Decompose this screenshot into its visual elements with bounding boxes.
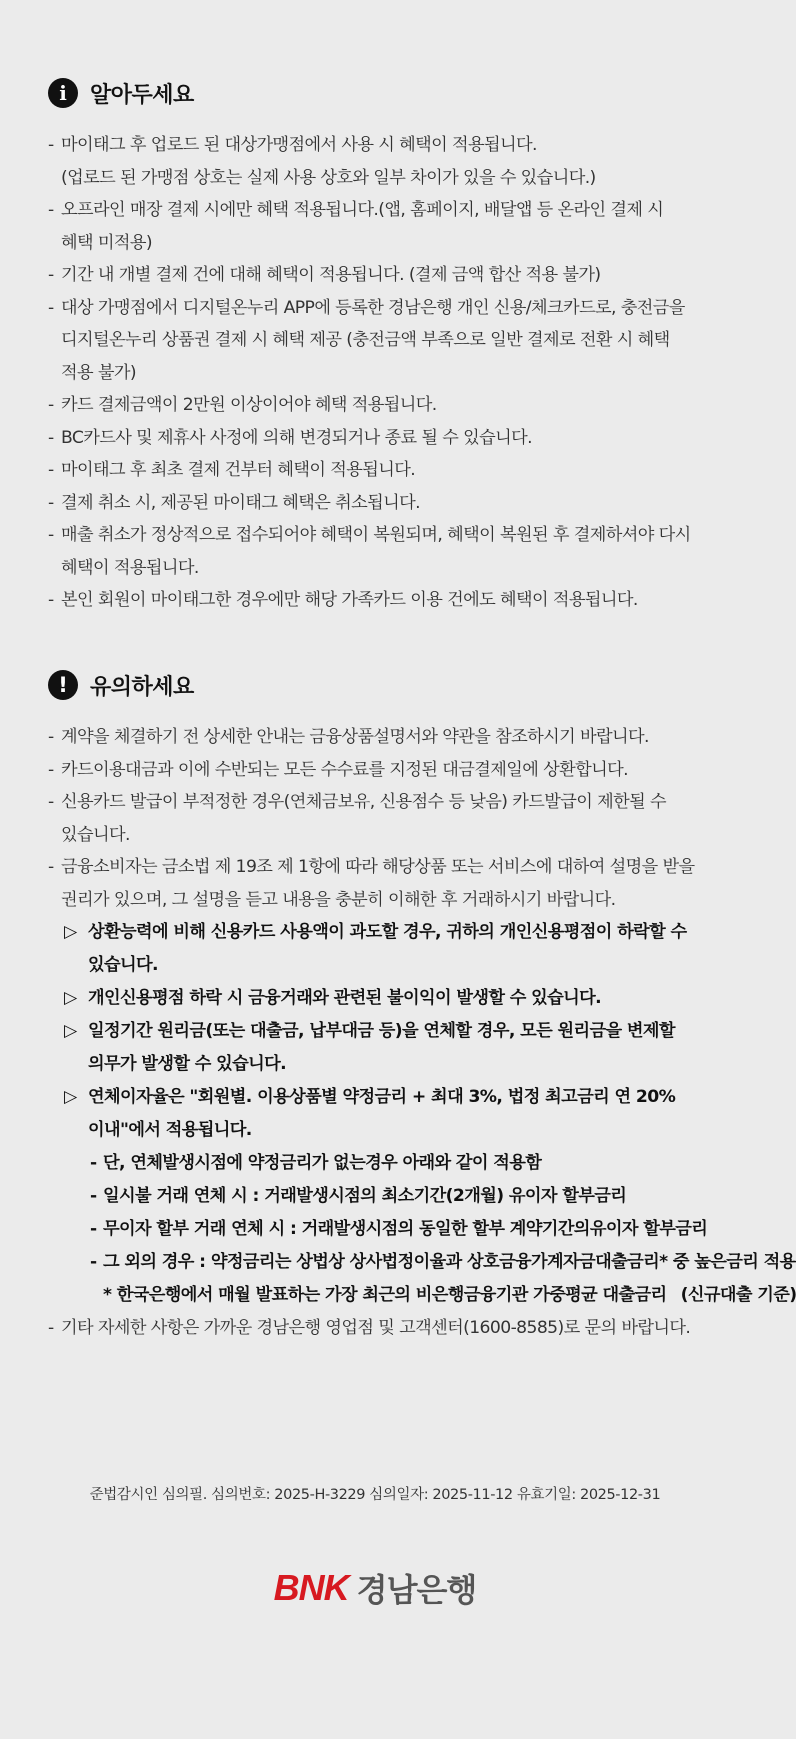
triangle-item: ▷ 연체이자율은 "회원별. 이용상품별 약정금리 + 최대 3%, 법정 최고금리 연 20% 이내"에서 적용됩니다. bbox=[48, 1081, 710, 1147]
notice-list bbox=[48, 129, 710, 617]
list-item: - 기간 내 개별 결제 건에 대해 혜택이 적용됩니다. (결제 금액 합산 적용 불가) bbox=[48, 265, 601, 285]
list-item: - 카드 결제금액이 2만원 이상이어야 혜택 적용됩니다. bbox=[48, 395, 437, 415]
list-item: - 오프라인 매장 결제 시에만 혜택 적용됩니다.(앱, 홈페이지, 배달앱 등 온라인 결제 시 혜택 미적용) bbox=[48, 200, 664, 253]
list-item: - 기타 자세한 사항은 가까운 경남은행 영업점 및 고객센터(1600-8585)로 문의 바랍니다. bbox=[48, 1318, 691, 1338]
list-item: - 매출 취소가 정상적으로 접수되어야 혜택이 복원되며, 혜택이 복원된 후 결제하셔야 다시 혜택이 적용됩니다. bbox=[48, 525, 691, 578]
triangle-icon: ▷ bbox=[64, 988, 77, 1008]
list-item: - 결제 취소 시, 제공된 마이태그 혜택은 취소됩니다. bbox=[48, 492, 420, 513]
footnote: * 한국은행에서 매월 발표하는 가장 최근의 비은행금융기관 가중평균 대출금리 (신규대출 기준) bbox=[103, 1285, 796, 1305]
list-item: - 본인 회원이 마이태그한 경우에만 해당 가족카드 이용 건에도 혜택이 적용됩니다. bbox=[48, 590, 638, 610]
list-item: - 금융소비자는 금소법 제 19조 제 1항에 따라 해당상품 또는 서비스에 대하여 설명을 받을 권리가 있으며, 그 설명을 듣고 내용을 충분히 이해한 후 거래하시기 바랍니다. bbox=[48, 857, 695, 910]
caution-section bbox=[48, 667, 796, 1345]
bank-logo bbox=[0, 1565, 750, 1611]
notice-section bbox=[48, 75, 710, 617]
list-item: - 신용카드 발급이 부적정한 경우(연체금보유, 신용점수 등 낮음) 카드발급이 제한될 수 있습니다. bbox=[48, 792, 666, 845]
caution-title: 유의하세요 bbox=[90, 674, 194, 700]
review-notice: 준법감시인 심의필. 심의번호: 2025-H-3229 심의일자: 2025-11-12 유효기일: 2025-12-31 bbox=[89, 1487, 661, 1503]
list-item: - 마이태그 후 최초 결제 건부터 혜택이 적용됩니다. bbox=[48, 460, 416, 480]
triangle-item: ▷ 개인신용평점 하락 시 금융거래와 관련된 불이익이 발생할 수 있습니다. bbox=[48, 982, 710, 1015]
sub-item: - 그 외의 경우 : 약정금리는 상법상 상사법정이율과 상호금융가계자금대출금리* 중 높은금리 적용 bbox=[90, 1252, 796, 1272]
list-item: - 마이태그 후 업로드 된 대상가맹점에서 사용 시 혜택이 적용됩니다. (업로드 된 가맹점 상호는 실제 사용 상호와 일부 차이가 있을 수 있습니다.) bbox=[48, 135, 596, 188]
triangle-item: ▷ 일정기간 원리금(또는 대출금, 납부대금 등)을 연체할 경우, 모든 원리금을 변제할 의무가 발생할 수 있습니다. bbox=[48, 1015, 710, 1081]
caution-list bbox=[48, 721, 796, 1345]
exclamation-icon: ! bbox=[48, 670, 78, 700]
caution-header bbox=[48, 667, 710, 703]
notice-header bbox=[48, 75, 710, 111]
sub-item: - 일시불 거래 연체 시 : 거래발생시점의 최소기간(2개월) 유이자 할부금리 bbox=[90, 1186, 627, 1206]
list-item: - BC카드사 및 제휴사 사정에 의해 변경되거나 종료 될 수 있습니다. bbox=[48, 427, 533, 448]
list-item: - 대상 가맹점에서 디지털온누리 APP에 등록한 경남은행 개인 신용/체크카드로, 충전금을 디지털온누리 상품권 결제 시 혜택 제공 (충전금액 부족으로 일반 결제로 전환 시 혜택 적용 불가) bbox=[48, 297, 685, 383]
list-item: - 카드이용대금과 이에 수반되는 모든 수수료를 지정된 대금결제일에 상환합니다. bbox=[48, 759, 629, 780]
triangle-icon: ▷ bbox=[64, 922, 77, 942]
sub-item: - 단, 연체발생시점에 약정금리가 없는경우 아래와 같이 적용함 bbox=[90, 1153, 542, 1173]
triangle-icon: ▷ bbox=[64, 1087, 77, 1107]
triangle-icon: ▷ bbox=[64, 1021, 77, 1041]
bnk-logo-mark: BNK bbox=[273, 1567, 349, 1608]
bank-name: 경남은행 bbox=[356, 1571, 477, 1609]
triangle-item: ▷ 상환능력에 비해 신용카드 사용액이 과도할 경우, 귀하의 개인신용평점이 하락할 수 있습니다. bbox=[48, 916, 710, 982]
notice-title: 알아두세요 bbox=[90, 82, 194, 108]
sub-item: - 무이자 할부 거래 연체 시 : 거래발생시점의 동일한 할부 계약기간의유이자 할부금리 bbox=[90, 1219, 708, 1239]
list-item: - 계약을 체결하기 전 상세한 안내는 금융상품설명서와 약관을 참조하시기 바랍니다. bbox=[48, 727, 649, 747]
info-icon: i bbox=[48, 78, 78, 108]
